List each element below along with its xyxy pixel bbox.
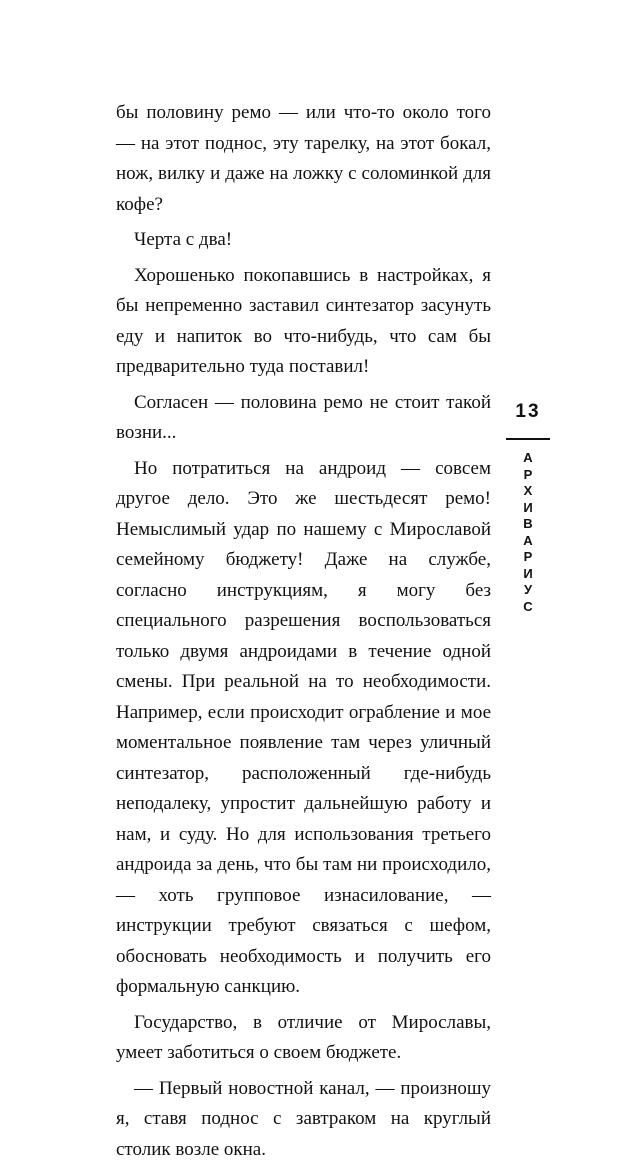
running-title-letter: У bbox=[523, 582, 533, 597]
paragraph: бы половину ремо — или что-то около того — на этот поднос, эту тарелку, на этот бокал, нож, вилку и даже на ложку с соломинкой для кофе? bbox=[116, 102, 491, 215]
paragraph: Государство, в отличие от Мирославы, умеет заботиться о своем бюджете. bbox=[116, 1011, 491, 1063]
page-number: 13 bbox=[515, 401, 541, 422]
running-title-letter: Р bbox=[523, 466, 533, 482]
running-title-letter: Х bbox=[523, 483, 533, 498]
paragraph: Черта с два! bbox=[134, 229, 233, 250]
running-title bbox=[518, 450, 538, 615]
running-title-letter: Р bbox=[523, 549, 533, 564]
body-text bbox=[116, 98, 491, 1170]
running-header bbox=[505, 400, 551, 615]
paragraph: Согласен — половина ремо не стоит такой возни... bbox=[116, 391, 491, 443]
running-title-letter: А bbox=[523, 450, 533, 465]
paragraph: Но потратиться на андроид — совсем другое дело. Это же шестьдесят ремо! Немыслимый удар по нашему с Мирославой семейному бюджету! Даже на службе, согласно инструкциям, я могу без специального разрешения воспользоваться только двумя андроидами в течение одной смены. При реальной на то необходимости. Например, если происходит ограбление и мое моментальное появление там через уличный синтезатор, расположенный где-нибудь неподалеку, упростит дальнейшую работу и нам, и суду. Но для использования третьего андроида за день, что бы там ни происходило, — хоть групповое изнасилование, — инструкции требуют связаться с шефом, обосновать необходимость и получить его формальную санкцию. bbox=[116, 457, 491, 997]
divider bbox=[506, 438, 550, 440]
running-title-letter: В bbox=[523, 516, 533, 531]
paragraph: — Первый новостной канал, — произношу я, ставя поднос с завтраком на круглый столик возле окна. bbox=[116, 1077, 491, 1160]
running-title-letter: А bbox=[523, 532, 533, 548]
running-title-letter: И bbox=[523, 565, 533, 581]
running-title-letter: И bbox=[523, 499, 533, 515]
running-title-letter: С bbox=[523, 598, 533, 614]
paragraph: Хорошенько покопавшись в настройках, я бы непременно заставил синтезатор засунуть еду и напиток во что-нибудь, что сам бы предварительно туда поставил! bbox=[116, 264, 491, 377]
